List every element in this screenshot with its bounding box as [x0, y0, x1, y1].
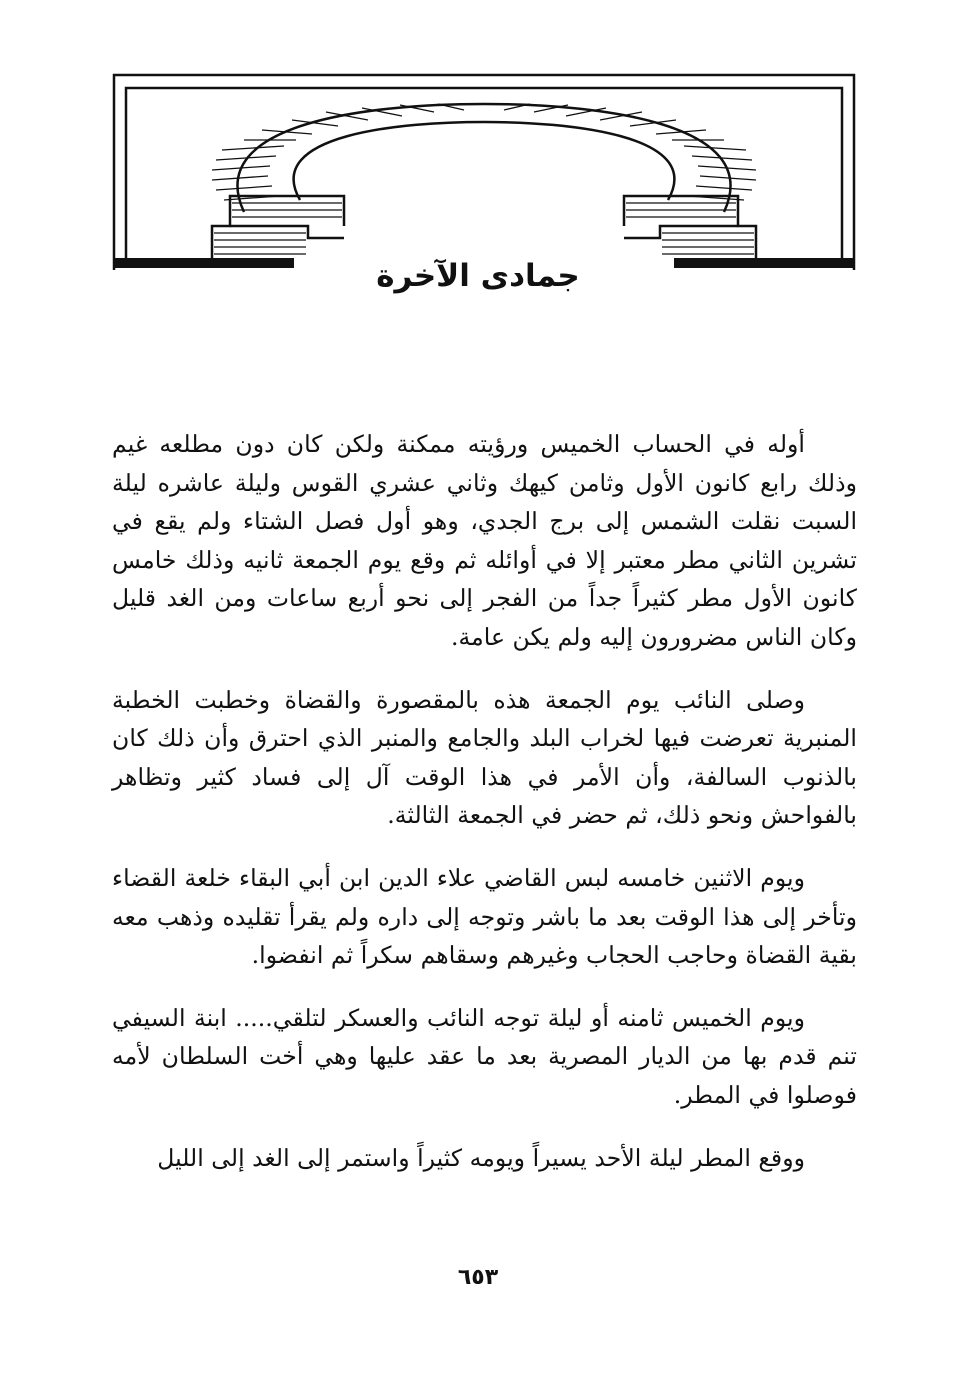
chapter-header-ornament — [112, 72, 856, 272]
paragraph: ووقع المطر ليلة الأحد يسيراً ويومه كثيراً واستمر إلى الغد إلى الليل — [157, 1143, 805, 1172]
paragraph: ويوم الخميس ثامنه أو ليلة توجه النائب والعسكر لتلقي..... ابنة السيفي تنم قدم بها من الديار المصرية بعد ما عقد عليها وهي أخت السلطان لأمه فوصلوا في المطر. — [112, 1003, 857, 1109]
page-number: ٦٥٣ — [457, 1265, 499, 1290]
body-text — [112, 425, 857, 1201]
paragraph: أوله في الحساب الخميس ورؤيته ممكنة ولكن كان دون مطلعه غيم وذلك رابع كانون الأول وثامن كيهك وثاني عشري القوس وليلة عاشره ليلة السبت نقلت الشمس إلى برج الجدي، وهو أول فصل الشتاء ولم يقع في تشرين الثاني مطر معتبر إلا في أوائله ثم وقع يوم الجمعة ثانيه وذلك خامس كانون الأول مطر كثيراً جداً من الفجر إلى نحو أربع ساعات ومن الغد قليل وكان الناس مضرورون إليه ولم يكن عامة. — [112, 430, 857, 651]
paragraph: ويوم الاثنين خامسه لبس القاضي علاء الدين ابن أبي البقاء خلعة القضاء وتأخر إلى هذا الوقت بعد ما باشر وتوجه إلى داره ولم يقرأ تقليده وذهب معه بقية القضاة وحاجب الحجاب وغيرهم وسقاهم سكراً ثم انفضوا. — [112, 863, 857, 970]
chapter-title: جمادى الآخرة — [376, 258, 580, 294]
paragraph: وصلى النائب يوم الجمعة هذه بالمقصورة والقضاة وخطبت الخطبة المنبرية تعرضت فيها لخراب البلد والجامع والمنبر الذي احترق وأن ذلك كان بالذنوب السالفة، وأن الأمر في هذا الوقت آل إلى فساد كثير وتظاهر بالفواحش ونحو ذلك، ثم حضر في الجمعة الثالثة. — [112, 685, 857, 830]
